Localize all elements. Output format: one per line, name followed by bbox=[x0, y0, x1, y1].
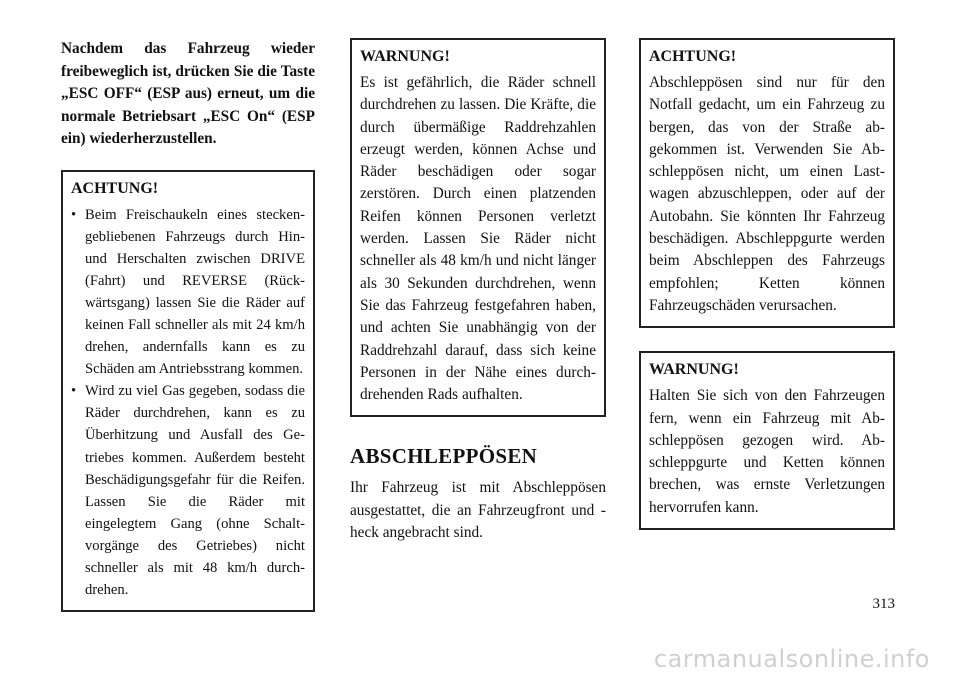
list-item bbox=[71, 380, 305, 601]
warning-title: WARNUNG! bbox=[649, 361, 739, 379]
list-item-text: Wird zu viel Gas gegeben, sodass die Räder durchdrehen, kann es zu Überhitzung und Ausfall des Getriebes kommen. Außerdem besteht Beschädigungsgefahr für die Reifen. Lassen Sie die Räder mit eingelegtem Gang (ohne Schaltvorgänge des Getriebes) nicht schneller als mit 48 km/h durchdrehen. bbox=[85, 383, 305, 599]
column-middle bbox=[350, 38, 606, 544]
watermark-text: carmanualsonline.info bbox=[653, 645, 930, 673]
spacer bbox=[639, 328, 895, 351]
caution-box-drivetrain bbox=[61, 170, 315, 613]
bullet-icon: • bbox=[71, 206, 77, 223]
warning-title: WARNUNG! bbox=[360, 48, 450, 65]
warning-text: Halten Sie sich von den Fahrzeugen fern, wenn ein Fahrzeug mit Abschleppösen gezogen wird. Abschleppgurte und Ketten können brechen, was ernste Verletzungen hervorrufen kann. bbox=[649, 387, 885, 516]
column-left bbox=[61, 38, 315, 612]
warning-text: Es ist gefährlich, die Räder schnell durchdrehen zu lassen. Die Kräfte, die durch übermäßige Raddrehzahlen erzeugt werden, können Achse und Räder beschädigen oder sogar zerstören. Durch einen platzenden Reifen können Personen verletzt werden. Lassen Sie Räder nicht schneller als 48 km/h und nicht länger als 30 Sekunden durchdrehen, wenn Sie das Fahrzeug festgefahren haben, und achten Sie unabhängig von der Raddrehzahl darauf, dass sich keine Personen in der Nähe eines durchdrehenden Rads aufhalten. bbox=[360, 74, 596, 404]
caution-title: ACHTUNG! bbox=[649, 48, 737, 65]
caution-bullet-list bbox=[71, 204, 305, 602]
warning-box-towing bbox=[639, 351, 895, 530]
caution-box-tow-hooks bbox=[639, 38, 895, 328]
bullet-icon: • bbox=[71, 383, 77, 400]
intro-paragraph: Nachdem das Fahrzeug wieder freibeweglich ist, drücken Sie die Taste „ESC OFF“ (ESP aus) erneut, um die normale Betriebsart „ESC On“ (ESP ein) wiederherzustellen. bbox=[61, 40, 315, 147]
caution-text: Abschleppösen sind nur für den Notfall gedacht, um ein Fahrzeug zu bergen, das von der Straße abgekommen ist. Verwenden Sie Abschleppösen nicht, um einen Lastwagen abzuschleppen, oder auf der Autobahn. Sie könnten Ihr Fahrzeug beschädigen. Abschleppgurte werden beim Abschleppen des Fahrzeugs empfohlen; Ketten können Fahrzeugschäden verursachen. bbox=[649, 74, 885, 314]
section-paragraph: Ihr Fahrzeug ist mit Abschleppösen ausgestattet, die an Fahrzeugfront und -heck angebracht sind. bbox=[350, 479, 606, 542]
column-right bbox=[639, 38, 895, 530]
list-item-text: Beim Freischaukeln eines steckengebliebenen Fahrzeugs durch Hin- und Herschalten zwischen DRIVE (Fahrt) und REVERSE (Rückwärtsgang) lassen Sie die Räder auf keinen Fall schneller als mit 24 km/h drehen, andernfalls kann es zu Schäden am Antriebsstrang kommen. bbox=[85, 206, 305, 378]
list-item bbox=[71, 204, 305, 381]
section-heading: ABSCHLEPPÖSEN bbox=[350, 444, 538, 469]
caution-title: ACHTUNG! bbox=[71, 179, 159, 197]
warning-box-wheelspin bbox=[350, 38, 606, 417]
page-number: 313 bbox=[872, 596, 895, 612]
